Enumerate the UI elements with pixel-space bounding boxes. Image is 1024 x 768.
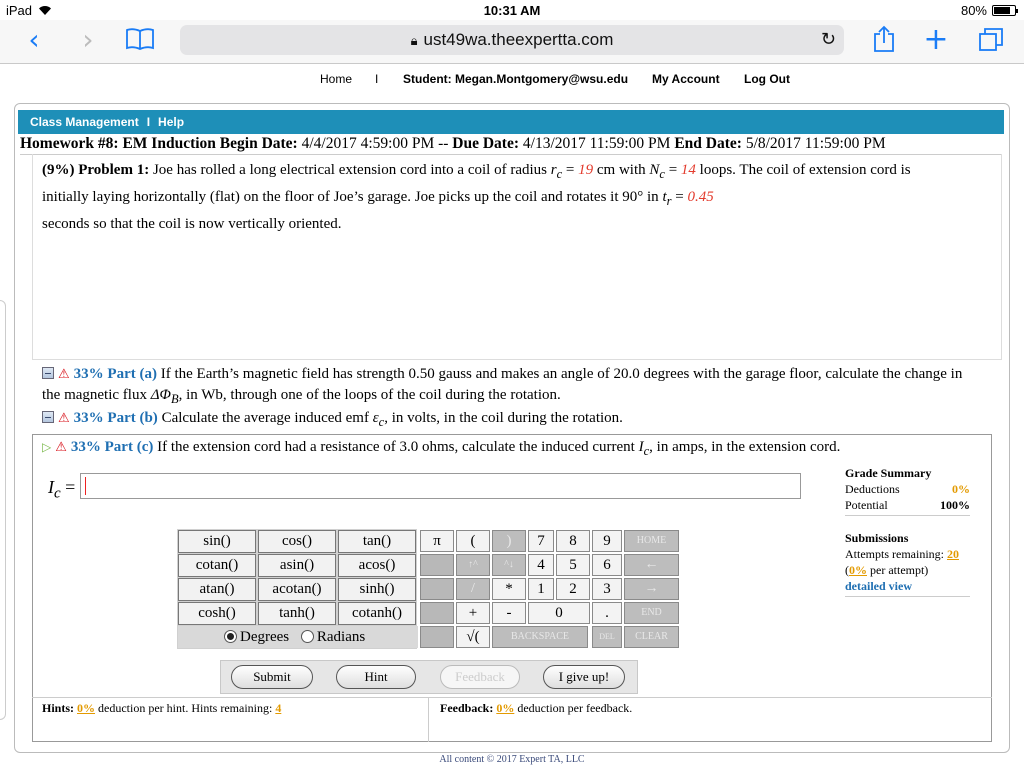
url-bar[interactable] — [180, 25, 844, 55]
end-date-label: End Date: — [674, 135, 742, 152]
site-nav — [0, 65, 1024, 95]
potential-label: Potential — [845, 498, 888, 512]
right-arrow-key[interactable]: → — [624, 578, 679, 600]
part-b-text-1: Calculate the average induced emf — [161, 410, 369, 426]
part-c-text-1: If the extension cord had a resistance of 3.0 ohms, calculate the induced current — [157, 439, 635, 455]
begin-date-label: Begin Date: — [219, 135, 298, 152]
degrees-radio[interactable] — [224, 630, 237, 643]
equals: = — [565, 162, 575, 178]
classbar-separator: I — [146, 115, 151, 129]
del-key[interactable]: DEL — [592, 626, 622, 648]
forward-icon[interactable]: › — [82, 23, 94, 56]
sinh-key[interactable]: sinh() — [338, 578, 416, 601]
part-a-text-3: , in Wb, through one of the loops of the coil during the rotation. — [178, 387, 561, 403]
emf-symbol: $\varepsilon_c$ — [372, 410, 385, 429]
grade-summary — [845, 465, 970, 597]
url-text: ust49wa.theexpertta.com — [423, 30, 614, 49]
digit-7-key[interactable]: 7 — [528, 530, 554, 552]
up-caret-key[interactable]: ↑^ — [456, 554, 490, 576]
cos-key[interactable]: cos() — [258, 530, 336, 553]
sqrt-key[interactable]: √( — [456, 626, 490, 648]
begin-date: 4/4/2017 4:59:00 PM -- — [301, 135, 449, 152]
bookmarks-icon[interactable] — [124, 26, 156, 58]
hints-feedback-row — [32, 697, 992, 742]
problem-statement — [42, 159, 942, 236]
copyright-footer: All content © 2017 Expert TA, LLC — [439, 754, 585, 765]
submit-button[interactable]: Submit — [231, 665, 313, 689]
warning-icon: ⚠ — [58, 367, 70, 382]
warning-icon: ⚠ — [58, 411, 70, 426]
hints-text: deduction per hint. Hints remaining: — [98, 701, 273, 715]
digit-4-key[interactable]: 4 — [528, 554, 554, 576]
home-key[interactable]: HOME — [624, 530, 679, 552]
radius-symbol: $r_c$ — [550, 162, 563, 181]
open-paren-key[interactable]: ( — [456, 530, 490, 552]
tabs-icon[interactable] — [975, 26, 1007, 58]
nav-home[interactable]: Home — [320, 72, 353, 86]
feedback-deduction: 0% — [496, 701, 515, 715]
problem-text-5: seconds so that the coil is now vertically oriented. — [42, 216, 342, 232]
cotan-key[interactable]: cotan() — [178, 554, 256, 577]
radians-label: Radians — [316, 629, 366, 645]
help-link[interactable]: Help — [158, 115, 185, 129]
cosh-key[interactable]: cosh() — [178, 602, 256, 625]
paren: ( — [845, 563, 849, 577]
acos-key[interactable]: acos() — [338, 554, 416, 577]
due-date: 4/13/2017 11:59:00 PM — [522, 135, 671, 152]
hints-label: Hints: — [42, 701, 75, 715]
collapse-icon[interactable] — [42, 367, 54, 379]
digit-6-key[interactable]: 6 — [592, 554, 622, 576]
problem-heading: (9%) Problem 1: — [42, 162, 150, 178]
browser-toolbar — [0, 20, 1024, 64]
class-management-link[interactable]: Class Management — [30, 115, 139, 129]
decimal-key[interactable]: . — [592, 602, 622, 624]
nav-my-account[interactable]: My Account — [652, 72, 720, 86]
problem-text-1: Joe has rolled a long electrical extension cord into a coil of radius — [152, 162, 547, 178]
problem-text-2: cm with — [596, 162, 646, 178]
battery-icon — [992, 5, 1016, 16]
digit-5-key[interactable]: 5 — [556, 554, 590, 576]
deductions-label: Deductions — [845, 482, 900, 496]
end-key[interactable]: END — [624, 602, 679, 624]
warning-icon: ⚠ — [55, 440, 67, 455]
answer-input[interactable] — [80, 473, 801, 499]
radius-value: 19 — [578, 162, 594, 178]
equals: = — [668, 162, 678, 178]
asin-key[interactable]: asin() — [258, 554, 336, 577]
down-caret-key[interactable]: ^↓ — [492, 554, 526, 576]
current-symbol: $I_c$ — [638, 439, 650, 458]
nav-separator: I — [375, 72, 379, 86]
part-b-percent[interactable]: 33% Part (b) — [73, 410, 158, 426]
close-paren-key[interactable]: ) — [492, 530, 526, 552]
equals: = — [675, 189, 684, 205]
atan-key[interactable]: atan() — [178, 578, 256, 601]
loops-symbol: $N_c$ — [649, 162, 665, 181]
clear-key[interactable]: CLEAR — [624, 626, 679, 648]
lock-icon: 🔒︎ — [410, 34, 418, 49]
digit-2-key[interactable]: 2 — [556, 578, 590, 600]
part-c-percent[interactable]: 33% Part (c) — [70, 439, 154, 455]
clock: 10:31 AM — [483, 3, 541, 18]
blank-key — [420, 554, 454, 576]
expand-arrow-icon[interactable]: ▷ — [42, 440, 52, 454]
grade-summary-title: Grade Summary — [845, 466, 932, 480]
left-arrow-key[interactable]: ← — [624, 554, 679, 576]
class-bar — [18, 110, 1004, 134]
potential-value: 100% — [940, 498, 970, 512]
part-a[interactable] — [42, 364, 982, 410]
digit-3-key[interactable]: 3 — [592, 578, 622, 600]
give-up-button[interactable]: I give up! — [543, 665, 625, 689]
part-b[interactable] — [42, 408, 982, 433]
time-symbol: $t_r$ — [662, 189, 672, 208]
flux-symbol: $\Delta\Phi_B$ — [150, 387, 179, 406]
attempts-remaining: 20 — [946, 547, 959, 561]
loops-value: 14 — [680, 162, 696, 178]
share-icon[interactable] — [868, 25, 900, 57]
feedback-label: Feedback: — [440, 701, 494, 715]
blank-key — [420, 578, 454, 600]
detailed-view-link[interactable]: detailed view — [845, 579, 912, 593]
digit-8-key[interactable]: 8 — [556, 530, 590, 552]
hints-remaining: 4 — [275, 701, 282, 715]
backspace-key[interactable]: BACKSPACE — [492, 626, 588, 648]
homework-name: Homework #8: EM Induction — [20, 135, 216, 152]
plus-key[interactable]: + — [456, 602, 490, 624]
part-c[interactable] — [42, 437, 982, 462]
submissions-title: Submissions — [845, 531, 909, 545]
degrees-label: Degrees — [240, 629, 290, 645]
time-value: 0.45 — [687, 189, 714, 205]
status-bar — [0, 0, 1024, 20]
end-date: 5/8/2017 11:59:00 PM — [745, 135, 886, 152]
back-icon[interactable]: ‹ — [28, 23, 40, 56]
part-a-percent[interactable]: 33% Part (a) — [73, 366, 157, 382]
problem-text-3: loops. The coil of — [699, 162, 806, 178]
part-a-text-2: change in the magnetic flux — [42, 366, 963, 403]
answer-label: $I_c$ = — [48, 477, 76, 502]
multiply-key[interactable]: * — [492, 578, 526, 600]
per-attempt-text: per attempt) — [870, 563, 929, 577]
slash-key[interactable]: / — [456, 578, 490, 600]
digit-0-key[interactable]: 0 — [528, 602, 590, 624]
collapse-icon[interactable] — [42, 411, 54, 423]
feedback-text: deduction per feedback. — [517, 701, 633, 715]
side-panel-edge — [0, 300, 6, 720]
battery-percent: 80% — [960, 3, 987, 18]
cotanh-key[interactable]: cotanh() — [338, 602, 416, 625]
problem-text-4: extension cord is initially laying horizontally (flat) on the floor of Joe’s garage. Joe picks up the coil and rotates it 90° in — [42, 162, 911, 205]
part-c-text-2: , in amps, in the extension cord. — [649, 439, 841, 455]
nav-student: Student: Megan.Montgomery@wsu.edu — [403, 72, 629, 86]
per-attempt-deduction: 0% — [849, 563, 867, 577]
pi-key[interactable]: π — [420, 530, 454, 552]
sin-key[interactable]: sin() — [178, 530, 256, 553]
text-cursor — [85, 477, 86, 495]
radians-radio[interactable] — [301, 630, 314, 643]
reload-icon[interactable]: ↻ — [820, 29, 836, 50]
feedback-button[interactable]: Feedback — [440, 665, 520, 689]
digit-1-key[interactable]: 1 — [528, 578, 554, 600]
new-tab-icon[interactable]: + — [923, 22, 949, 57]
hint-button[interactable]: Hint — [336, 665, 416, 689]
digit-9-key[interactable]: 9 — [592, 530, 622, 552]
deductions-value: 0% — [952, 482, 970, 496]
minus-key[interactable]: - — [492, 602, 526, 624]
blank-key — [420, 602, 454, 624]
part-b-text-2: , in volts, in the coil during the rotation. — [384, 410, 623, 426]
acotan-key[interactable]: acotan() — [258, 578, 336, 601]
device-label: iPad — [6, 3, 33, 18]
angle-unit-selector — [178, 626, 418, 648]
column-divider — [428, 698, 429, 742]
tan-key[interactable]: tan() — [338, 530, 416, 553]
hint-deduction: 0% — [77, 701, 96, 715]
nav-log-out[interactable]: Log Out — [744, 72, 790, 86]
blank-key — [420, 626, 454, 648]
tanh-key[interactable]: tanh() — [258, 602, 336, 625]
part-a-text-1: If the Earth’s magnetic field has strength 0.50 gauss and makes an angle of 20.0 degrees with the garage floor, calculate the — [160, 366, 901, 382]
attempts-label: Attempts remaining: — [845, 547, 944, 561]
due-date-label: Due Date: — [452, 135, 520, 152]
homework-title — [20, 135, 1002, 155]
